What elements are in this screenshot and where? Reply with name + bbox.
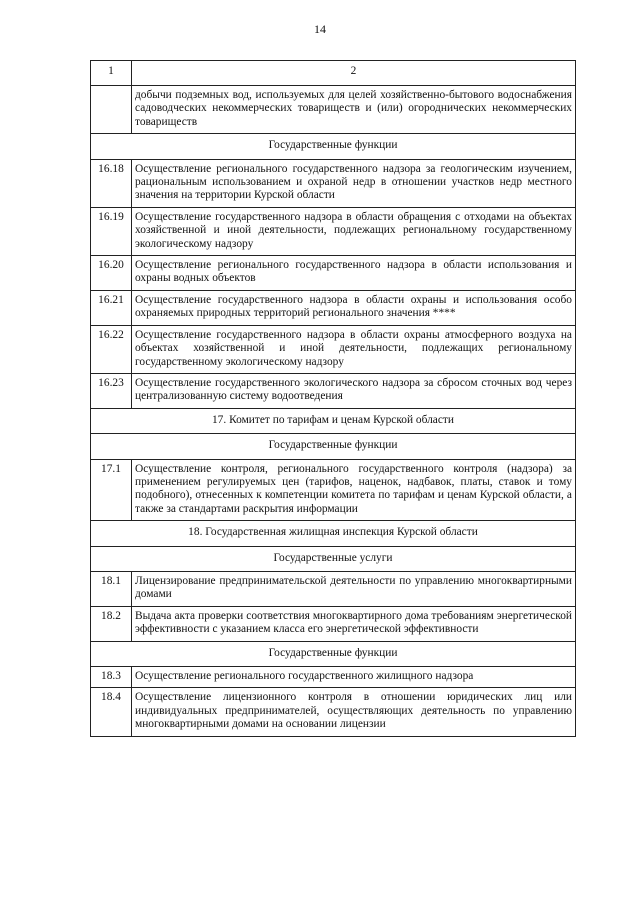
section-row bbox=[91, 546, 576, 571]
row-text: Лицензирование предпринимательской деятельности по управлению многоквартирными домами bbox=[132, 571, 576, 606]
row-text: Осуществление контроля, регионального государственного контроля (надзора) за применением регулируемых цен (тарифов, наценок, надбавок, платы, ставок и тому подобного), отнесенных к компетенции комитета по тарифам и ценам Курской области, а также за стандартами раскрытия информации bbox=[132, 459, 576, 521]
table-row bbox=[91, 571, 576, 606]
row-text: добычи подземных вод, используемых для целей хозяйственно-бытового водоснабжения садоводческих некоммерческих товариществ и (или) огороднических некоммерческих товариществ bbox=[132, 86, 576, 134]
table-header-row bbox=[91, 61, 576, 86]
table-row bbox=[91, 290, 576, 325]
row-number: 16.20 bbox=[91, 256, 132, 291]
functions-table bbox=[90, 60, 576, 737]
row-text: Выдача акта проверки соответствия многоквартирного дома требованиям энергетической эффективности с указанием класса его энергетической эффективности bbox=[132, 606, 576, 641]
section-row bbox=[91, 134, 576, 159]
row-text: Осуществление государственного надзора в области охраны и использования особо охраняемых природных территорий регионального значения **** bbox=[132, 290, 576, 325]
page-number: 14 bbox=[314, 22, 326, 36]
section-title: Государственные функции bbox=[91, 434, 576, 459]
row-number bbox=[91, 86, 132, 134]
section-row bbox=[91, 434, 576, 459]
table-row bbox=[91, 606, 576, 641]
table-row bbox=[91, 459, 576, 521]
row-number: 17.1 bbox=[91, 459, 132, 521]
row-number: 16.23 bbox=[91, 373, 132, 408]
row-text: Осуществление регионального государственного надзора за геологическим изучением, рациональным использованием и охраной недр в отношении участков недр местного значения на территории Курской области bbox=[132, 159, 576, 207]
row-number: 18.1 bbox=[91, 571, 132, 606]
table-row bbox=[91, 159, 576, 207]
row-text: Осуществление государственного надзора в области обращения с отходами на объектах хозяйственной и иной деятельности, подлежащих региональному государственному экологическому надзору bbox=[132, 207, 576, 255]
section-title: Государственные функции bbox=[91, 641, 576, 666]
header-col-number: 1 bbox=[91, 61, 132, 86]
row-text: Осуществление государственного экологического надзора за сбросом сточных вод через централизованную систему водоотведения bbox=[132, 373, 576, 408]
table-row bbox=[91, 325, 576, 373]
table-row bbox=[91, 373, 576, 408]
section-row bbox=[91, 408, 576, 433]
section-title: Государственные функции bbox=[91, 134, 576, 159]
section-row bbox=[91, 521, 576, 546]
table-row bbox=[91, 667, 576, 688]
table-row bbox=[91, 86, 576, 134]
row-number: 16.19 bbox=[91, 207, 132, 255]
section-title: 17. Комитет по тарифам и ценам Курской области bbox=[91, 408, 576, 433]
row-number: 16.22 bbox=[91, 325, 132, 373]
table-row bbox=[91, 256, 576, 291]
row-number: 18.4 bbox=[91, 688, 132, 736]
row-number: 16.21 bbox=[91, 290, 132, 325]
row-text: Осуществление государственного надзора в области охраны атмосферного воздуха на объектах хозяйственной и иной деятельности, подлежащих региональному государственному экологическому надзору bbox=[132, 325, 576, 373]
row-number: 16.18 bbox=[91, 159, 132, 207]
section-title: 18. Государственная жилищная инспекция Курской области bbox=[91, 521, 576, 546]
row-number: 18.2 bbox=[91, 606, 132, 641]
row-text: Осуществление регионального государственного жилищного надзора bbox=[132, 667, 576, 688]
row-text: Осуществление регионального государственного надзора в области использования и охраны водных объектов bbox=[132, 256, 576, 291]
header-col-description: 2 bbox=[132, 61, 576, 86]
table-row bbox=[91, 688, 576, 736]
table-row bbox=[91, 207, 576, 255]
section-row bbox=[91, 641, 576, 666]
row-text: Осуществление лицензионного контроля в отношении юридических лиц или индивидуальных предпринимателей, осуществляющих деятельность по управлению многоквартирными домами на основании лицензии bbox=[132, 688, 576, 736]
section-title: Государственные услуги bbox=[91, 546, 576, 571]
row-number: 18.3 bbox=[91, 667, 132, 688]
